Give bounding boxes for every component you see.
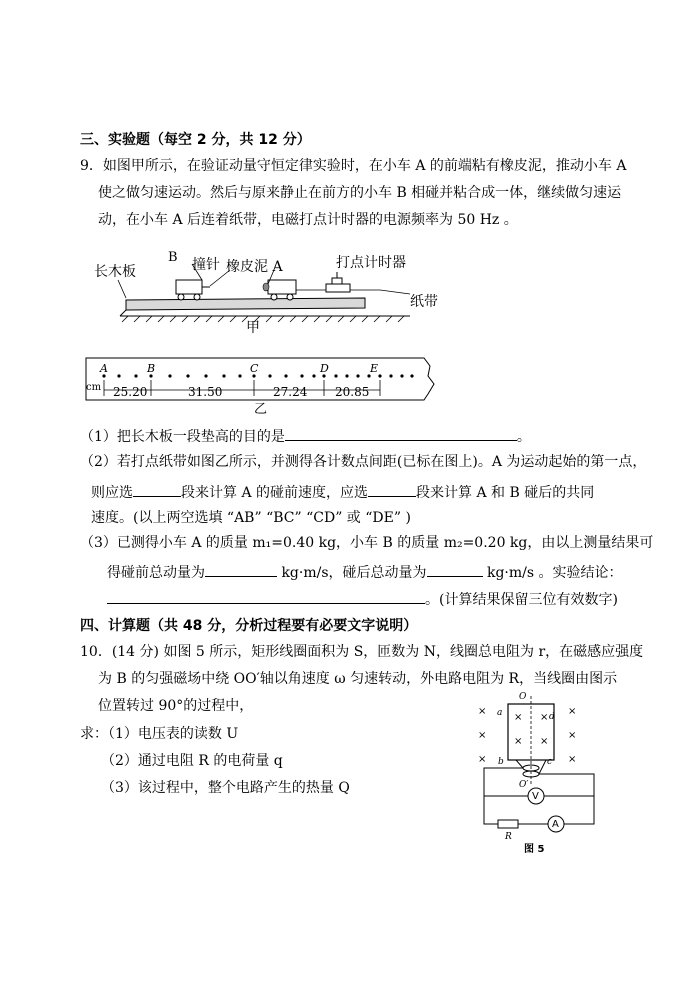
q9-part3-text-b: kg·m/s，碰后总动量为 [281, 565, 427, 581]
tape-unit: cm [86, 382, 102, 393]
ammeter-label: A [552, 819, 559, 830]
svg-text:×: × [568, 754, 577, 765]
q9-part3-text-c: kg·m/s 。实验结论： [486, 565, 623, 581]
coil-corner-b: b [498, 757, 504, 767]
svg-text:×: × [568, 730, 577, 741]
svg-text:×: × [514, 736, 523, 747]
q9-part2-line2 [91, 482, 594, 502]
q10-ask [80, 725, 238, 743]
q9-part2-line1: （2）若打点纸带如图乙所示，并测得各计数点间距(已标在图上)。A 为运动起始的第一点， [80, 454, 647, 470]
q9-part3-blank-momentum-after[interactable] [427, 562, 483, 577]
q9-part2-blank-after[interactable] [368, 482, 416, 497]
q9-part3-blank-momentum-before[interactable] [205, 562, 277, 577]
q9-text-line2: 使之做匀速运动。然后与原来静止在前方的小车 B 相碰并粘合成一体，继续做匀速运 [98, 185, 622, 201]
caption-yi: 乙 [254, 402, 268, 417]
label-clay-cart-a: 橡皮泥 A [226, 259, 283, 275]
svg-text:×: × [540, 736, 549, 747]
q9-text-line3: 动，在小车 A 后连着纸带，电磁打点计时器的电源频率为 50 Hz 。 [98, 212, 518, 228]
coil-corner-c: c [547, 757, 553, 767]
q9-part3-suffix: 。(计算结果保留三位有效数字) [425, 592, 618, 608]
tape-distance-de: 20.85 [335, 385, 370, 399]
q10-ask-3: （3）该过程中，整个电路产生的热量 Q [101, 780, 350, 796]
label-paper-tape: 纸带 [410, 294, 438, 310]
q9-part1-suffix: 。 [516, 429, 531, 445]
section-3-title: 三、实验题（每空 2 分，共 12 分） [80, 132, 311, 148]
q9-part2-text-c: 段来计算 A 和 B 碰后的共同 [416, 485, 595, 501]
axis-label-o-prime: O′ [519, 780, 529, 790]
q9-part2-text-b: 段来计算 A 的碰前速度，应选 [181, 485, 369, 501]
q9-part2-line3: 速度。(以上两空选填 “AB” “BC” “CD” 或 “DE” ) [91, 510, 411, 526]
tape-distance-bc: 31.50 [188, 385, 223, 399]
q10-text-line3: 位置转过 90°的过程中， [98, 698, 254, 714]
q9-part2-text-a: 则应选 [91, 485, 133, 501]
axis-label-o: O [519, 692, 527, 702]
tape-point-a: A [100, 362, 108, 375]
tape-point-b: B [147, 362, 156, 375]
q10-ask-prefix: 求： [80, 726, 108, 742]
label-long-board: 长木板 [94, 264, 136, 280]
caption-jia: 甲 [246, 320, 260, 336]
tape-distance-cd: 27.24 [273, 385, 308, 399]
q9-part3-blank-conclusion[interactable] [107, 589, 425, 604]
resistor-label: R [505, 832, 512, 842]
q9-part1 [80, 426, 531, 446]
q10-text-line2: 为 B 的匀强磁场中绕 OO′轴以角速度 ω 匀速转动，外电路电阻为 R，当线圈由图示 [98, 671, 618, 687]
q9-part3-text-a: 得碰前总动量为 [107, 565, 205, 581]
q9-part3-line1: （3）已测得小车 A 的质量 m₁=0.40 kg，小车 B 的质量 m₂=0.20 kg，由以上测量结果可 [80, 535, 654, 551]
svg-text:×: × [478, 706, 487, 717]
tape-point-d: D [320, 362, 329, 375]
tape-distance-ab: 25.20 [113, 385, 148, 399]
coil-corner-d: d [549, 712, 555, 722]
section-4-title: 四、计算题（共 48 分，分析过程要有必要文字说明） [80, 618, 418, 634]
tape-point-e: E [370, 362, 379, 375]
q9-part3-line3 [107, 589, 618, 609]
q9-part3-line2 [107, 562, 623, 582]
tape-point-c: C [250, 362, 259, 375]
svg-text:×: × [514, 712, 523, 723]
svg-text:×: × [540, 712, 549, 723]
q10-ask-2: （2）通过电阻 R 的电荷量 q [101, 753, 283, 769]
svg-text:×: × [568, 706, 577, 717]
magnetic-field-crosses [478, 706, 576, 765]
label-cart-b: B [168, 250, 178, 265]
q9-text-line1: 9．如图甲所示，在验证动量守恒定律实验时，在小车 A 的前端粘有橡皮泥，推动小车 A [80, 158, 627, 174]
svg-text:×: × [478, 730, 487, 741]
q9-part1-answer-blank[interactable] [285, 426, 517, 441]
svg-text:×: × [478, 754, 487, 765]
coil-corner-a: a [497, 708, 503, 718]
q10-ask-1: （1）电压表的读数 U [108, 726, 239, 742]
label-timer: 打点计时器 [336, 255, 406, 271]
q10-text-line1: 10．(14 分) 如图 5 所示，矩形线圈面积为 S，匝数为 N，线圈总电阻为 r，在磁感应强度 [80, 644, 644, 660]
voltmeter-label: V [532, 791, 539, 802]
q9-part1-prefix: （1）把长木板一段垫高的目的是 [80, 429, 285, 445]
label-pin: 撞针 [192, 257, 220, 273]
q9-part2-blank-before[interactable] [133, 482, 181, 497]
figure-5-caption: 图 5 [524, 844, 545, 855]
